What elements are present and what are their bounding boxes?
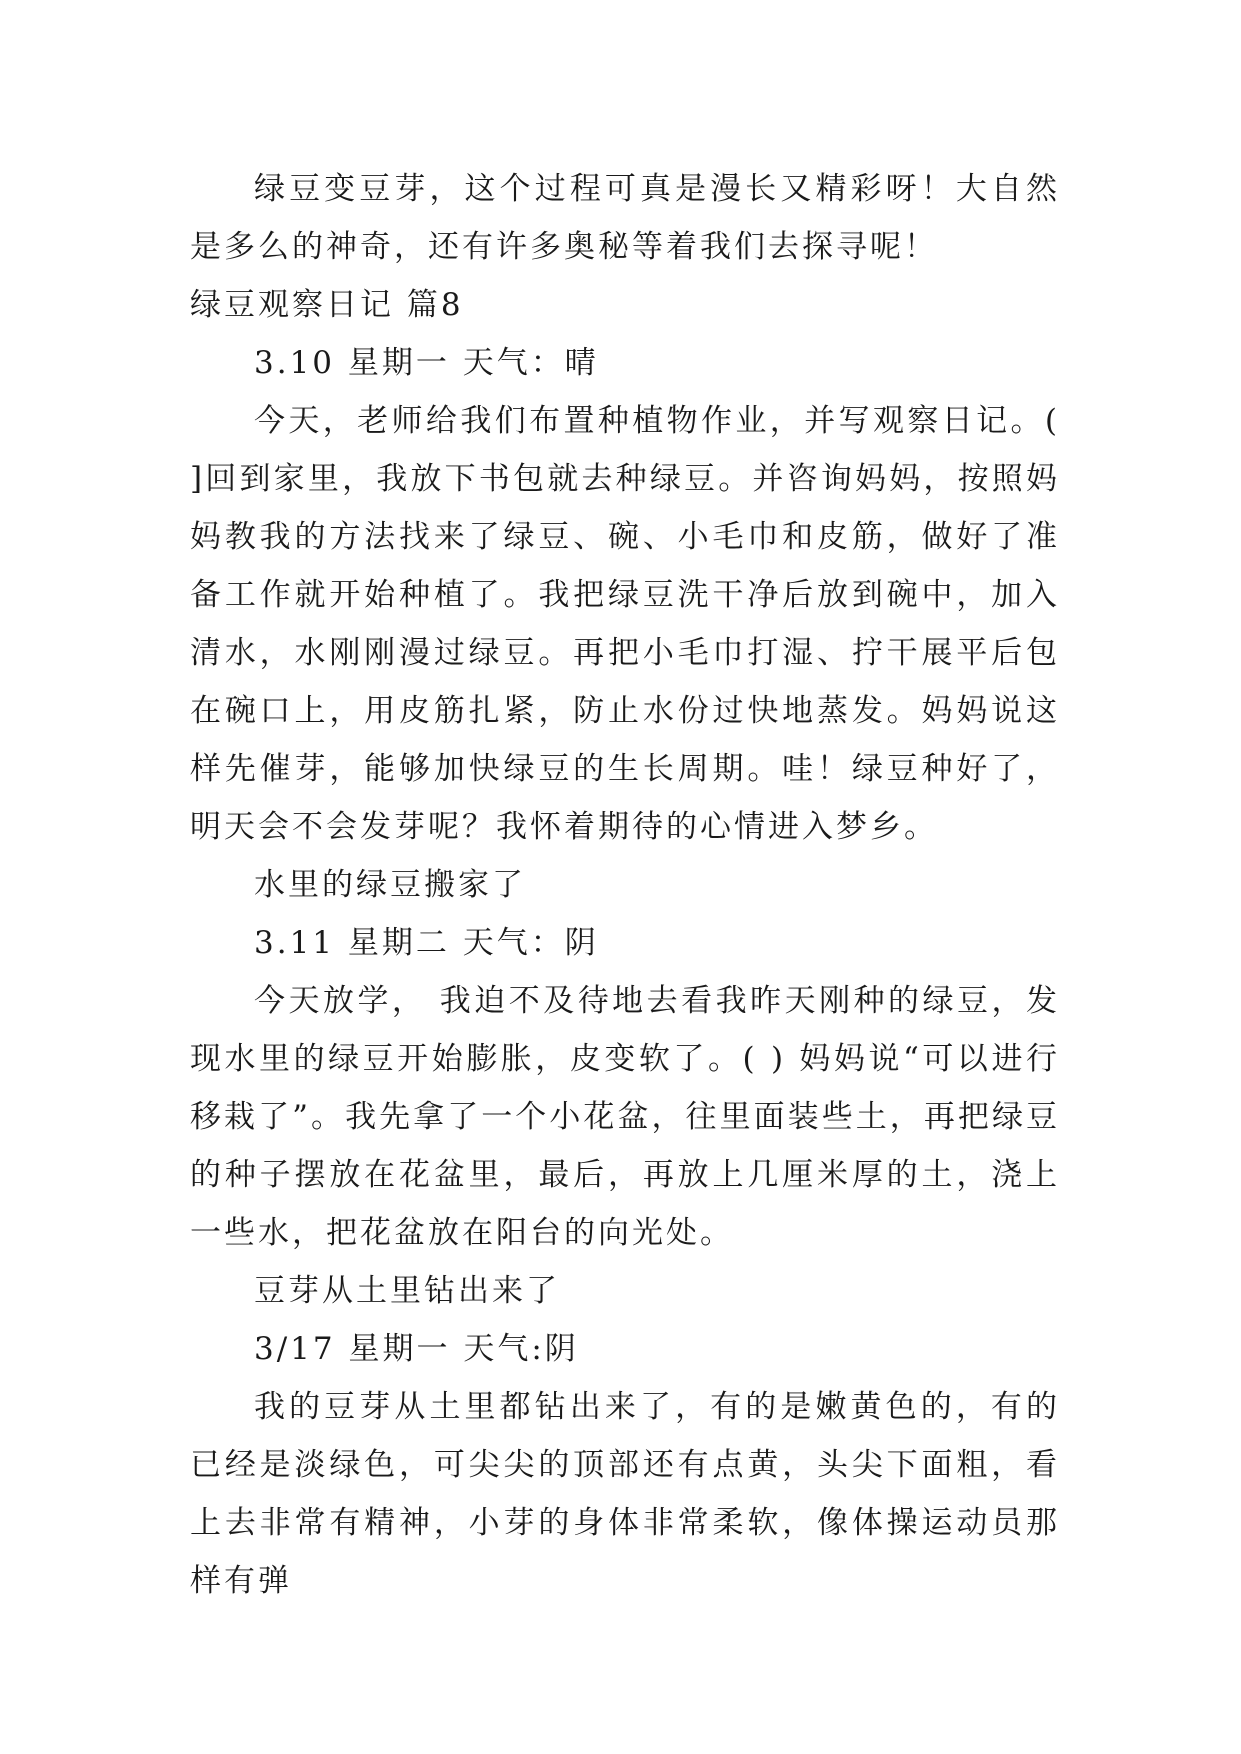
diary-date-1: 3.10 星期一 天气：晴 <box>254 345 599 381</box>
subtitle-1: 水里的绿豆搬家了 <box>254 867 526 903</box>
subtitle-2: 豆芽从土里钻出来了 <box>254 1273 560 1309</box>
diary-date-3: 3/17 星期一 天气:阴 <box>254 1331 579 1367</box>
paragraph-day-2: 今天放学， 我迫不及待地去看我昨天刚种的绿豆，发现水里的绿豆开始膨胀，皮变软了。( ) 妈妈说“可以进行移栽了”。我先拿了一个小花盆，往里面装些土，再把绿豆的种子摆放在花盆里，最后，再放上几厘米厚的土，浇上一些水，把花盆放在阳台的向光处。 <box>190 983 1060 1251</box>
paragraph-conclusion: 绿豆变豆芽，这个过程可真是漫长又精彩呀！大自然是多么的神奇，还有许多奥秘等着我们去探寻呢！ <box>190 171 1060 265</box>
paragraph-day-3: 我的豆芽从土里都钻出来了，有的是嫩黄色的，有的已经是淡绿色，可尖尖的顶部还有点黄，头尖下面粗，看上去非常有精神，小芽的身体非常柔软，像体操运动员那样有弹 <box>190 1389 1060 1599</box>
section-heading: 绿豆观察日记 篇8 <box>190 287 464 323</box>
paragraph-day-1: 今天，老师给我们布置种植物作业，并写观察日记。( ]回到家里，我放下书包就去种绿豆。并咨询妈妈，按照妈妈教我的方法找来了绿豆、碗、小毛巾和皮筋，做好了准备工作就开始种植了。我把绿豆洗干净后放到碗中，加入清水，水刚刚漫过绿豆。再把小毛巾打湿、拧干展平后包在碗口上，用皮筋扎紧，防止水份过快地蒸发。妈妈说这样先催芽，能够加快绿豆的生长周期。哇！绿豆种好了，明天会不会发芽呢？我怀着期待的心情进入梦乡。 <box>190 403 1060 845</box>
document-body <box>190 160 1060 1610</box>
diary-date-2: 3.11 星期二 天气：阴 <box>254 925 599 961</box>
